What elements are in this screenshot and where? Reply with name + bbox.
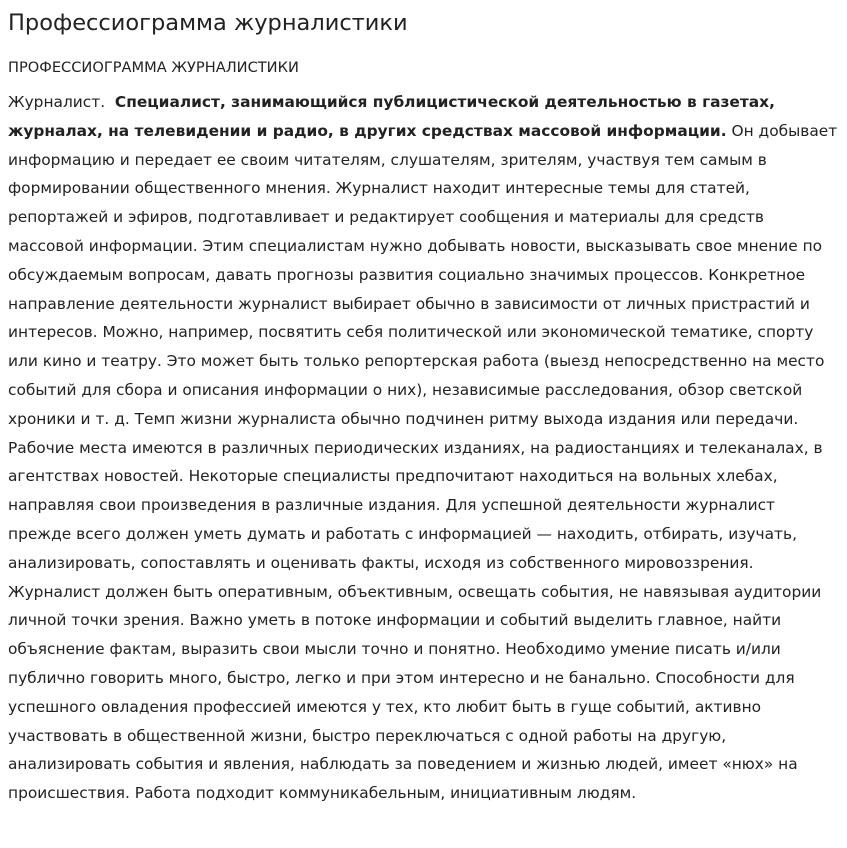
page-title: Профессиограмма журналистики bbox=[8, 10, 408, 36]
term-definition: Специалист, занимающийся публицистической деятельностью в газетах, журналах, на телевидении и радио, в других средствах массовой информации. bbox=[8, 93, 775, 140]
article-paragraph bbox=[8, 88, 842, 808]
article-body: Он добывает информацию и передает ее своим читателям, слушателям, зрителям, участвуя тем самым в формировании общественного мнения. Журналист находит интересные темы для статей, репортажей и эфиров, подготавливает и редактирует сообщения и материалы для средств массовой информации. Этим специалистам нужно добывать новости, высказывать свое мнение по обсуждаемым вопросам, давать прогнозы развития социально значимых процессов. Конкретное направление деятельности журналист выбирает обычно в зависимости от личных пристрастий и интересов. Можно, например, посвятить себя политической или экономической тематике, спорту или кино и театру. Это может быть только репортерская работа (выезд непосредственно на место событий для сбора и описания информации о них), независимые расследования, обзор светской хроники и т. д. Темп жизни журналиста обычно подчинен ритму выхода издания или передачи. Рабочие места имеются в различных периодических изданиях, на радиостанциях и телеканалах, в агентствах новостей. Некоторые специалисты предпочитают находиться на вольных хлебах, направляя свои произведения в различные издания. Для успешной деятельности журналист прежде всего должен уметь думать и работать с информацией — находить, отбирать, изучать, анализировать, сопоставлять и оценивать факты, исходя из собственного мировоззрения. Журналист должен быть оперативным, объективным, освещать события, не навязывая аудитории личной точки зрения. Важно уметь в потоке информации и событий выделить главное, найти объяснение фактам, выразить свои мысли точно и понятно. Необходимо умение писать и/или публично говорить много, быстро, легко и при этом интересно и не банально. Способности для успешного овладения профессией имеются у тех, кто любит быть в гуще событий, активно участвовать в общественной жизни, быстро переключаться с одной работы на другую, анализировать события и явления, наблюдать за поведением и жизнью людей, имеет «нюх» на происшествия. Работа подходит коммуникабельным, инициативным людям. bbox=[8, 121, 838, 803]
article-heading: ПРОФЕССИОГРАММА ЖУРНАЛИСТИКИ bbox=[8, 59, 299, 76]
article bbox=[8, 0, 842, 808]
term-label: Журналист. bbox=[8, 93, 106, 111]
